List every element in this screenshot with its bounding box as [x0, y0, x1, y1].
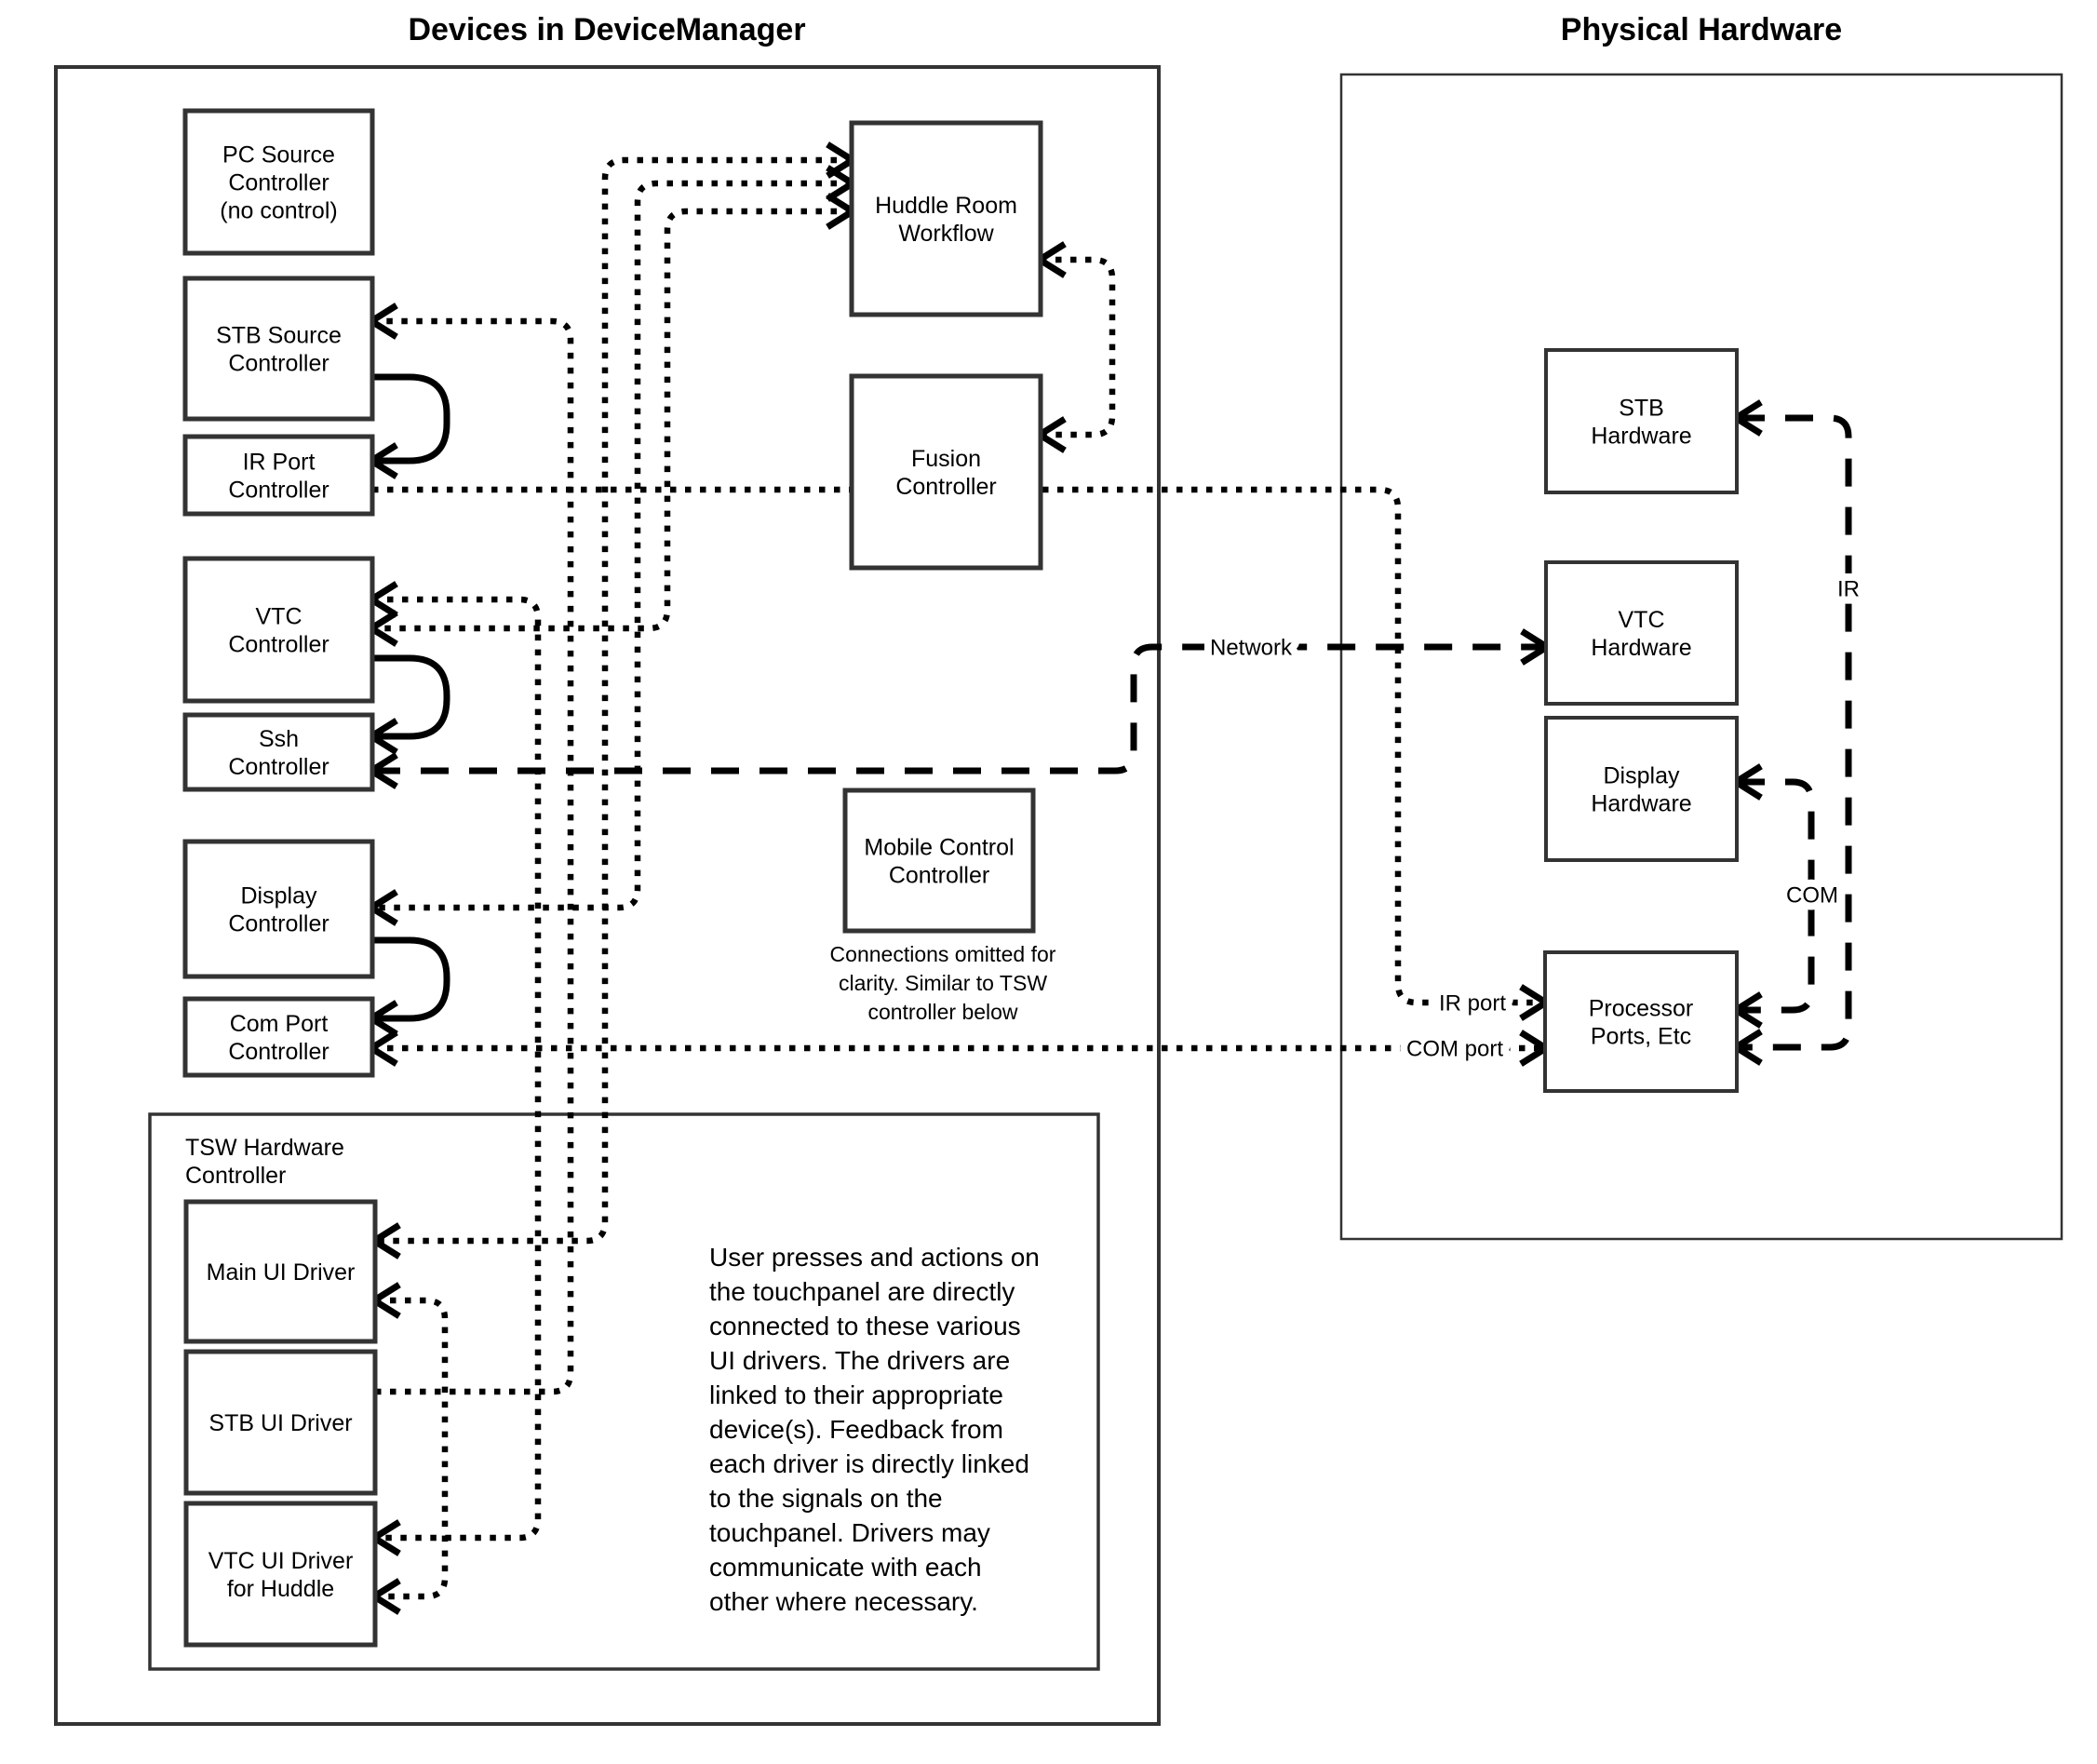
stb-hardware-box	[1546, 350, 1737, 492]
label-network: Network	[1209, 635, 1293, 661]
main-ui-driver-label: Main UI Driver	[206, 1259, 356, 1286]
ssh-controller-label: Ssh Controller	[228, 725, 329, 780]
huddle-room-workflow-label: Huddle Room Workflow	[875, 192, 1017, 247]
node-vtc-ui-driver	[186, 1503, 375, 1645]
link-stbsource-irport	[372, 377, 447, 461]
mobile-control-controller-label: Mobile Control Controller	[864, 834, 1015, 889]
mobile-caption: Connections omitted for clarity. Similar to TSW controller below	[829, 942, 1056, 1024]
label-ir: IR	[1837, 576, 1860, 602]
vtc-hardware-box	[1546, 562, 1737, 704]
vtc-ui-driver-label: VTC UI Driver for Huddle	[208, 1547, 354, 1602]
stb-source-controller-label: STB Source Controller	[216, 322, 342, 377]
com-port-controller-label: Com Port Controller	[228, 1010, 329, 1065]
touchpanel-note: User presses and actions on the touchpanel are directly connected to these various UI drivers. The drivers are linked to their appropriate device(s). Feedback from each driver is directly linked to the signals on the touchpanel. Drivers may communicate with each other where necessary.	[709, 1243, 1040, 1616]
link-vtc-ssh	[372, 658, 447, 736]
display-hardware-box	[1546, 718, 1737, 860]
node-vtc-controller	[185, 559, 372, 701]
link-mainui-vtcui	[375, 1300, 445, 1596]
node-ir-port-controller	[185, 437, 372, 514]
label-ir-port: IR port	[1438, 990, 1507, 1017]
fusion-controller-box	[852, 376, 1041, 568]
vtc-controller-label: VTC Controller	[228, 603, 329, 658]
link-ir-hardware	[1737, 418, 1848, 1047]
node-com-port-controller	[185, 999, 372, 1075]
display-hardware-label: Display Hardware	[1591, 762, 1692, 817]
node-main-ui-driver	[186, 1202, 375, 1341]
link-display-comport	[372, 940, 447, 1018]
label-com: COM	[1786, 882, 1838, 909]
title-physical-hardware: Physical Hardware	[1560, 12, 1843, 47]
stb-source-controller-box	[185, 278, 372, 419]
mobile-control-controller-box	[845, 790, 1033, 931]
link-network	[372, 647, 1546, 771]
vtc-ui-driver-box	[186, 1503, 375, 1645]
link-vtcui-vtccontroller	[372, 599, 538, 1538]
ir-port-controller-label: IR Port Controller	[228, 449, 329, 504]
node-display-controller	[185, 842, 372, 976]
tsw-container-label: TSW Hardware Controller	[185, 1135, 344, 1189]
node-ssh-controller	[185, 715, 372, 789]
fusion-controller-label: Fusion Controller	[895, 445, 997, 500]
node-stb-hardware	[1546, 350, 1737, 492]
processor-ports-box	[1545, 952, 1737, 1091]
vtc-controller-box	[185, 559, 372, 701]
node-fusion-controller	[852, 376, 1041, 568]
huddle-room-workflow-box	[852, 123, 1041, 315]
display-controller-box	[185, 842, 372, 976]
stb-ui-driver-label: STB UI Driver	[208, 1409, 353, 1436]
title-devices-in-devicemanager: Devices in DeviceManager	[408, 12, 806, 47]
label-com-port: COM port	[1405, 1036, 1504, 1062]
node-stb-ui-driver	[186, 1352, 375, 1493]
display-controller-label: Display Controller	[228, 882, 329, 937]
vtc-hardware-label: VTC Hardware	[1591, 606, 1692, 661]
link-huddle-display	[372, 183, 852, 908]
node-vtc-hardware	[1546, 562, 1737, 704]
stb-hardware-label: STB Hardware	[1591, 395, 1692, 450]
node-mobile-control-controller	[845, 790, 1033, 931]
node-pc-source-controller	[185, 111, 372, 253]
link-huddle-fusion	[1041, 260, 1112, 435]
node-processor-ports	[1545, 952, 1737, 1091]
pc-source-controller-label: PC Source Controller (no control)	[220, 141, 338, 224]
node-huddle-room-workflow	[852, 123, 1041, 315]
node-display-hardware	[1546, 718, 1737, 860]
node-stb-source-controller	[185, 278, 372, 419]
processor-ports-label: Processor Ports, Etc	[1588, 995, 1694, 1050]
